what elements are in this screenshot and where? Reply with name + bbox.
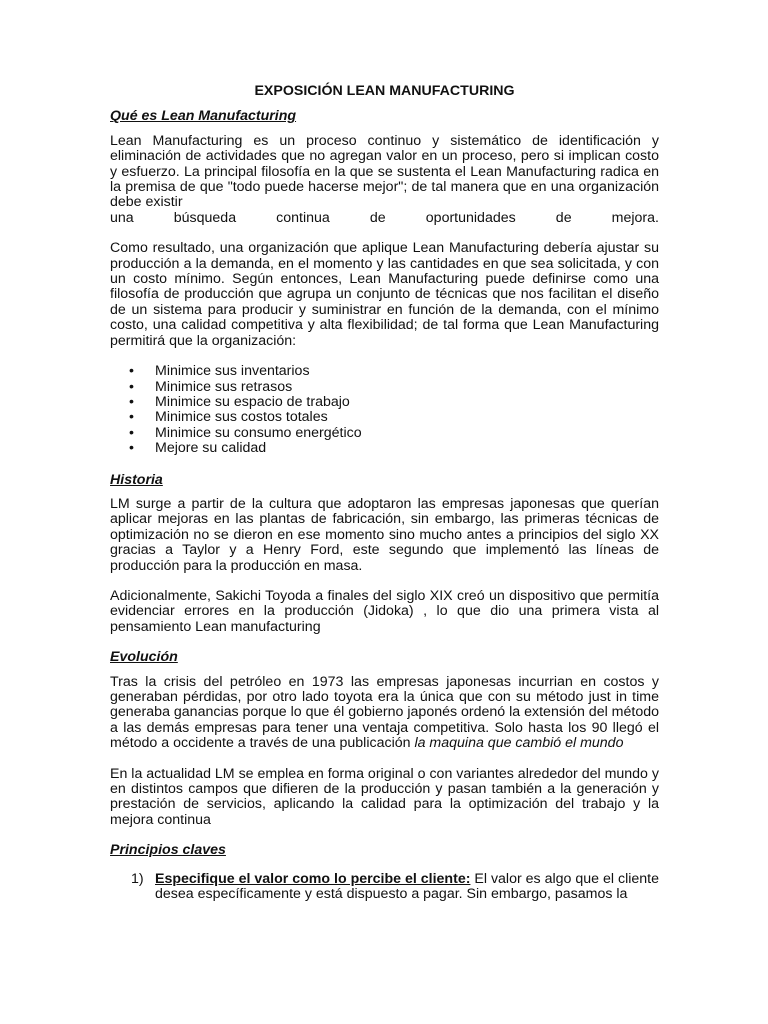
- bullet-icon: •: [129, 440, 134, 457]
- list-item-text: Minimice su espacio de trabajo: [155, 393, 350, 410]
- list-item: [110, 441, 659, 456]
- list-item-text: Minimice sus inventarios: [155, 363, 310, 380]
- list-item-text: Mejore su calidad: [155, 440, 267, 457]
- principle-text: El valor es algo que el cliente desea específicamente y está dispuesto a pagar. Sin embargo, pasamos la: [155, 870, 659, 903]
- list-item: [110, 380, 659, 395]
- principle-title: Especifique el valor como lo percibe el cliente:: [155, 870, 471, 887]
- paragraph-historia-origin: LM surge a partir de la cultura que adoptaron las empresas japonesas que querían aplicar mejoras en las plantas de fabricación, sin embargo, las primeras técnicas de optimización no se dieron en ese momento sino mucho antes a principios del siglo XX gracias a Taylor y a Henry Ford, este segundo que implementó las líneas de producción para la producción en masa.: [110, 495, 659, 574]
- list-item-text: Minimice su consumo energético: [155, 424, 362, 441]
- paragraph-historia-toyoda: Adicionalmente, Sakichi Toyoda a finales del siglo XIX creó un dispositivo que permitía evidenciar errores en la producción (Jidoka) , lo que dio una primera vista al pensamiento Lean manufacturing: [110, 587, 659, 635]
- section-heading-historia: Historia: [110, 471, 163, 488]
- principle-number: 1): [131, 870, 144, 887]
- list-item: [110, 395, 659, 410]
- list-item-text: Minimice sus retrasos: [155, 378, 293, 395]
- paragraph-evolucion-crisis-text: Tras la crisis del petróleo en 1973 las empresas japonesas incurrian en costos y generaban pérdidas, por otro lado toyota era la única que con su método just in time generaba ganancias porque lo que él gobierno japonés ordenó la extensión del método a las demás empresas para tener una ventaja competitiva. Solo hasta los 90 llegó el método a occidente a través de una publicación: [110, 673, 659, 752]
- paragraph-definition-text: Lean Manufacturing es un proceso continuo y sistemático de identificación y eliminación de actividades que no agregan valor en un proceso, pero si implican costo y esfuerzo. La principal filosofía en la que se sustenta el Lean Manufacturing radica en la premisa de que "todo puede hacerse mejor"; de tal manera que en una organización debe existir: [110, 132, 659, 211]
- paragraph-definition-last-line: [110, 211, 659, 226]
- paragraph-definition: [110, 134, 659, 211]
- section-heading-principios: Principios claves: [110, 842, 226, 859]
- bullet-icon: •: [129, 378, 134, 395]
- paragraph-evolucion-crisis: [110, 675, 659, 752]
- list-item: [110, 426, 659, 441]
- paragraph-result: Como resultado, una organización que aplique Lean Manufacturing debería ajustar su producción a la demanda, en el momento y las cantidades en que sea solicitada, y con un costo mínimo. Según entonces, Lean Manufacturing puede definirse como una filosofía de producción que agrupa un conjunto de técnicas que nos facilitan el diseño de un sistema para producir y suministrar en función de la demanda, con el mínimo costo, una calidad competitiva y alta flexibilidad; de tal forma que Lean Manufacturing permitirá que la organización:: [110, 240, 659, 349]
- section-heading-evolucion: Evolución: [110, 649, 178, 666]
- paragraph-definition-last-text: una búsqueda continua de oportunidades de mejora.: [110, 209, 659, 226]
- principles-list: [110, 872, 659, 903]
- section-heading-que-es: Qué es Lean Manufacturing: [110, 108, 297, 125]
- paragraph-evolucion-actualidad: En la actualidad LM se emplea en forma original o con variantes alrededor del mundo y en distintos campos que difieren de la producción y pasan también a la generación y prestación de servicios, aplicando la calidad para la optimización del trabajo y la mejora continua: [110, 765, 659, 828]
- principle-item: [110, 872, 659, 903]
- bullet-icon: •: [129, 363, 134, 380]
- list-item: [110, 410, 659, 425]
- list-item-text: Minimice sus costos totales: [155, 409, 328, 426]
- bullet-icon: •: [129, 424, 134, 441]
- bullet-icon: •: [129, 409, 134, 426]
- document-title: EXPOSICIÓN LEAN MANUFACTURING: [254, 83, 515, 99]
- list-item: [110, 364, 659, 379]
- book-title: la maquina que cambió el mundo: [414, 735, 624, 752]
- bullet-icon: •: [129, 393, 134, 410]
- benefits-list: [110, 364, 659, 456]
